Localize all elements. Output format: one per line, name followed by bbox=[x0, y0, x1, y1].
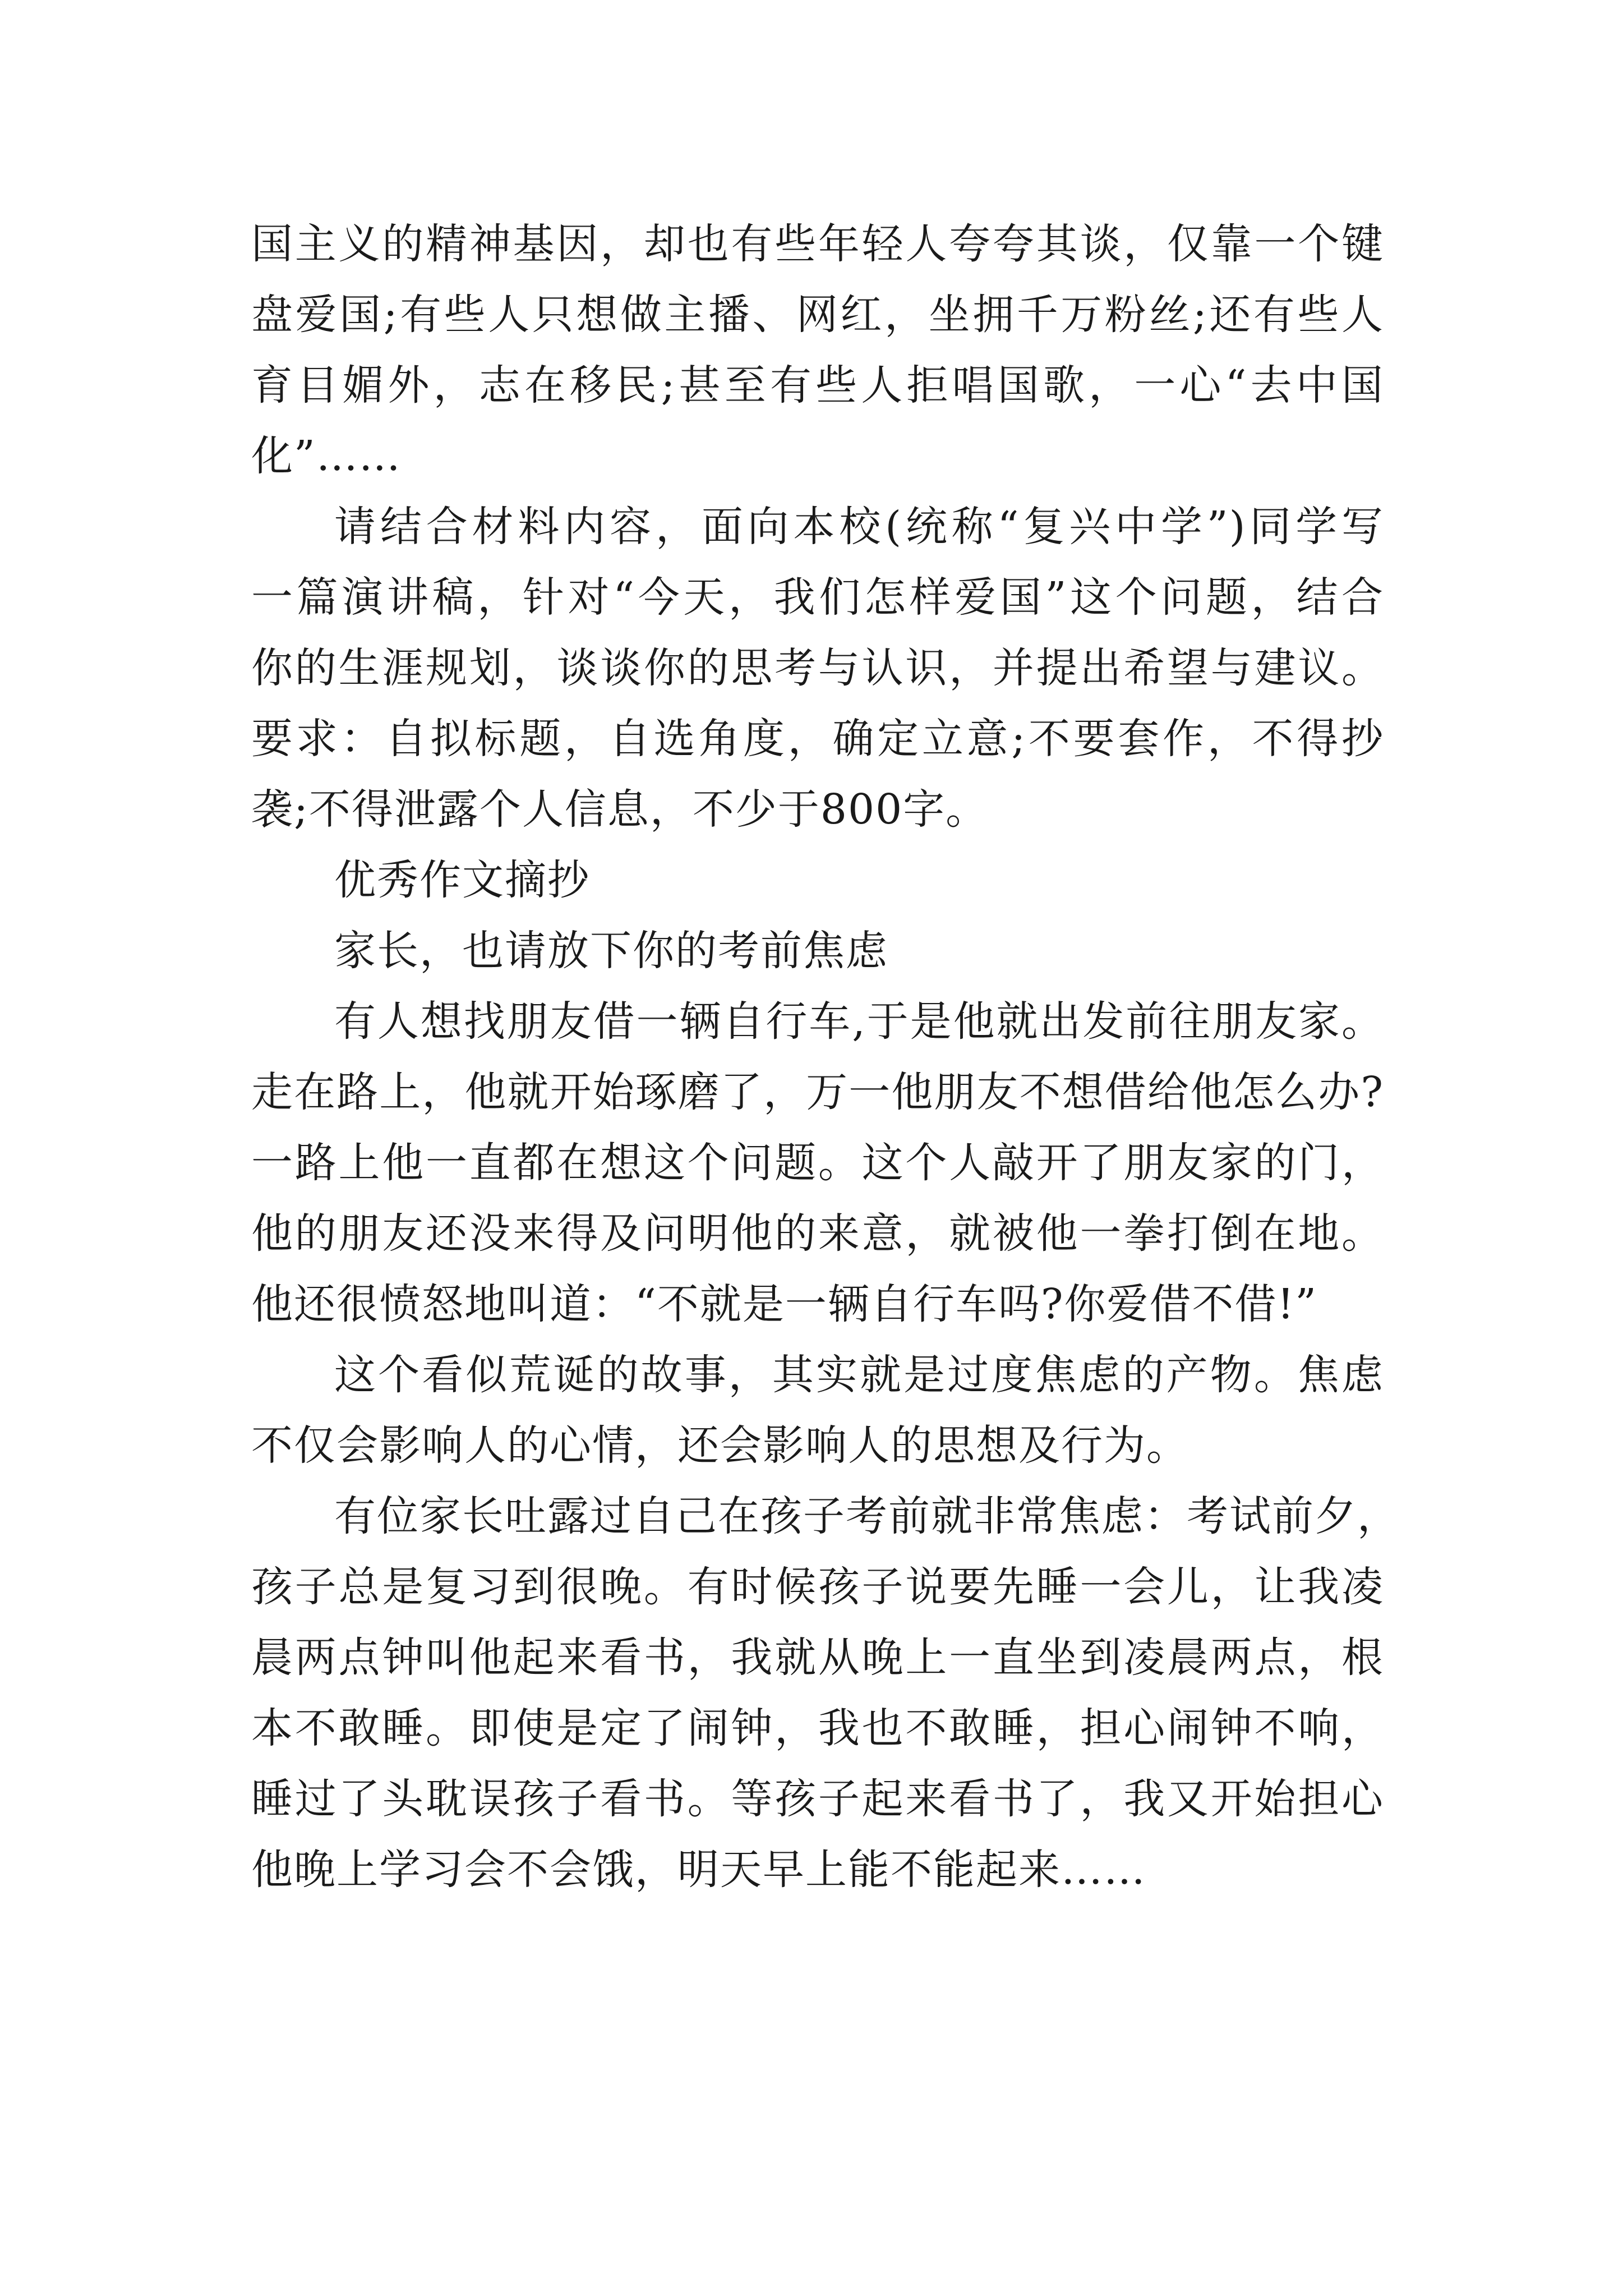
text-line: 要求：自拟标题，自选角度，确定立意;不要套作，不得抄 bbox=[251, 715, 1384, 763]
paragraph-first-line: 有位家长吐露过自己在孩子考前就非常焦虑：考试前夕， bbox=[334, 1492, 1400, 1540]
text-line: 他晚上学习会不会饿，明天早上能不能起来…… bbox=[251, 1846, 1146, 1894]
text-line: 盘爱国;有些人只想做主播、网红，坐拥千万粉丝;还有些人 bbox=[251, 291, 1384, 339]
text-line: 他还很愤怒地叫道：“不就是一辆自行车吗?你爱借不借!” bbox=[251, 1280, 1318, 1328]
text-line: 育目媚外，志在移民;甚至有些人拒唱国歌，一心“去中国 bbox=[251, 361, 1384, 409]
text-line: 一路上他一直都在想这个问题。这个人敲开了朋友家的门， bbox=[251, 1139, 1384, 1187]
paragraph-first-line: 请结合材料内容，面向本校(统称“复兴中学”)同学写 bbox=[334, 503, 1384, 551]
text-line: 化”…… bbox=[251, 432, 402, 480]
text-line: 不仅会影响人的心情，还会影响人的思想及行为。 bbox=[251, 1421, 1189, 1470]
body-text bbox=[251, 209, 1400, 1905]
text-line: 孩子总是复习到很晚。有时候孩子说要先睡一会儿，让我凌 bbox=[251, 1563, 1384, 1611]
text-line: 晨两点钟叫他起来看书，我就从晚上一直坐到凌晨两点，根 bbox=[251, 1634, 1384, 1682]
section-heading: 优秀作文摘抄 bbox=[334, 856, 590, 904]
text-line: 走在路上，他就开始琢磨了，万一他朋友不想借给他怎么办? bbox=[251, 1068, 1384, 1116]
text-line: 睡过了头耽误孩子看书。等孩子起来看书了，我又开始担心 bbox=[251, 1775, 1384, 1823]
essay-title: 家长，也请放下你的考前焦虑 bbox=[334, 927, 888, 975]
text-line: 他的朋友还没来得及问明他的来意，就被他一拳打倒在地。 bbox=[251, 1209, 1384, 1258]
text-line: 国主义的精神基因，却也有些年轻人夸夸其谈，仅靠一个键 bbox=[251, 220, 1384, 268]
text-line: 你的生涯规划，谈谈你的思考与认识，并提出希望与建议。 bbox=[251, 644, 1384, 692]
paragraph-first-line: 这个看似荒诞的故事，其实就是过度焦虑的产物。焦虑 bbox=[334, 1351, 1384, 1399]
text-line: 一篇演讲稿，针对“今天，我们怎样爱国”这个问题，结合 bbox=[251, 573, 1384, 622]
paragraph-first-line: 有人想找朋友借一辆自行车,于是他就出发前往朋友家。 bbox=[334, 997, 1384, 1046]
text-line: 袭;不得泄露个人信息，不少于800字。 bbox=[251, 785, 989, 834]
text-line: 本不敢睡。即使是定了闹钟，我也不敢睡，担心闹钟不响， bbox=[251, 1704, 1384, 1752]
